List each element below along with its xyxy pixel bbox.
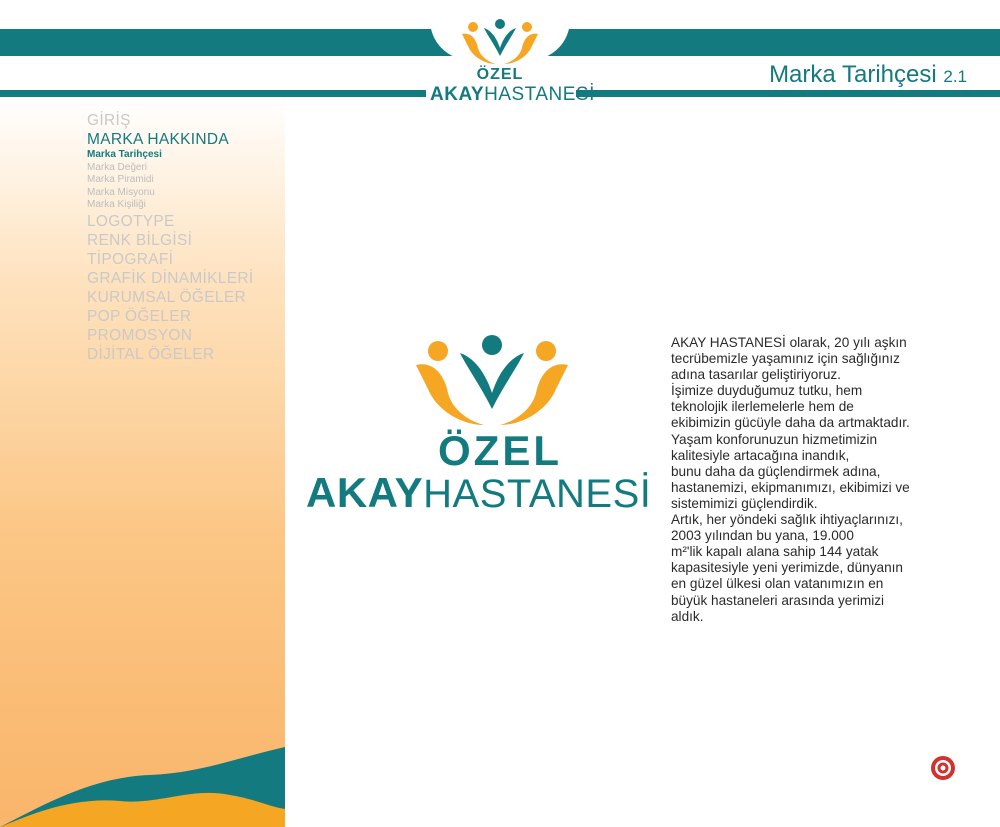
nav-subitem-marka-kisiligi[interactable]: Marka Kişiliği — [87, 199, 146, 210]
nav-item-kurumsal-ogeler[interactable]: KURUMSAL ÖĞELER — [87, 288, 246, 306]
nav-subitem-marka-tarihcesi[interactable]: Marka Tarihçesi — [87, 149, 162, 160]
header-logo-name — [430, 84, 595, 106]
body-line: kalitesiyle artacağına inandık, — [671, 447, 850, 463]
header-logo-ozel: ÖZEL — [476, 66, 524, 83]
logo-ozel: ÖZEL — [438, 427, 562, 474]
body-line: 2003 yılından bu yana, 19.000 — [671, 528, 854, 544]
figures-logo-icon — [460, 18, 540, 64]
nav-item-grafik-dinamikleri[interactable]: GRAFİK DİNAMİKLERİ — [87, 269, 254, 287]
figures-logo-icon — [412, 333, 572, 425]
body-line: İşimize duyduğumuz tutku, hem — [671, 383, 863, 399]
nav-item-logotype[interactable]: LOGOTYPE — [87, 212, 175, 230]
header-logo[interactable] — [430, 18, 595, 110]
nav-subitem-marka-misyonu[interactable]: Marka Misyonu — [87, 186, 155, 198]
nav-item-promosyon[interactable]: PROMOSYON — [87, 326, 193, 344]
sidebar-nav — [87, 111, 253, 364]
nav-item-tipografi[interactable]: TİPOGRAFİ — [87, 250, 174, 268]
body-line: hastanemizi, ekipmanımızı, ekibimizi ve — [671, 479, 910, 495]
logo-name — [306, 469, 651, 517]
header-logo-brand: AKAY — [430, 84, 485, 105]
body-line: teknolojik ilerlemelerle hem de — [671, 399, 854, 415]
body-line: m²'lik kapalı alana sahip 144 yatak — [671, 544, 879, 560]
body-line: ekibimizin gücüyle daha da artmaktadır. — [671, 415, 910, 431]
body-line: Artık, her yöndeki sağlık ihtiyaçlarınızı, — [671, 512, 903, 528]
logo-word: HASTANESİ — [423, 472, 652, 516]
body-line: en güzel ülkesi olan vatanımızın en — [671, 576, 884, 592]
body-line: kapasitesiyle yeni yerimizde, dünyanın — [671, 560, 903, 576]
body-line: tecrübemizle yaşamınız için sağlığınız — [671, 351, 900, 367]
page-title — [769, 61, 967, 89]
body-line: sistemimizi güçlendirdik. — [671, 495, 818, 511]
body-line: büyük hastaneleri arasında yerimizi — [671, 592, 885, 608]
nav-item-marka-hakkinda[interactable]: MARKA HAKKINDA — [87, 131, 230, 148]
nav-item-pop-ogeler[interactable]: POP ÖĞELER — [87, 307, 192, 325]
nav-item-renk-bilgisi[interactable]: RENK BİLGİSİ — [87, 231, 193, 249]
nav-subitem-marka-piramidi[interactable]: Marka Piramidi — [87, 174, 154, 185]
body-line: AKAY HASTANESİ olarak, 20 yılı aşkın — [671, 335, 907, 350]
header-logo-word: HASTANESİ — [484, 84, 595, 105]
target-icon[interactable] — [930, 755, 956, 781]
nav-subitem-marka-degeri[interactable]: Marka Değeri — [87, 161, 148, 173]
logo-brand: AKAY — [306, 469, 424, 516]
nav-item-dijital-ogeler[interactable]: DİJİTAL ÖĞELER — [87, 345, 215, 363]
body-text — [671, 335, 971, 625]
body-line: adına tasarılar geliştiriyoruz. — [671, 367, 841, 383]
body-line: bunu daha da güçlendirmek adına, — [671, 463, 881, 479]
sidebar-wave — [0, 737, 285, 827]
page-title-text: Marka Tarihçesi — [769, 61, 937, 88]
nav-item-giris[interactable]: GİRİŞ — [87, 112, 131, 129]
body-line: aldık. — [671, 608, 704, 624]
body-line: Yaşam konforunuzun hizmetimizin — [671, 431, 878, 447]
section-number: 2.1 — [943, 67, 967, 86]
